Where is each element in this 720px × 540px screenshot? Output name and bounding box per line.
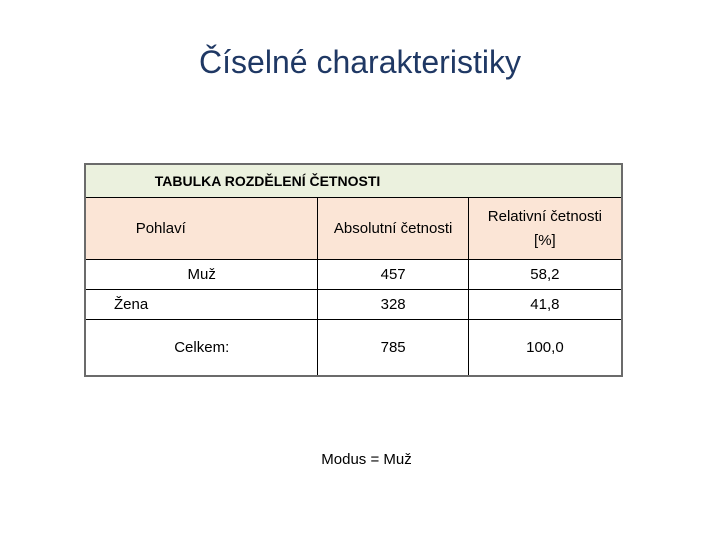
row-absolute: 457 bbox=[318, 260, 468, 290]
row-label: Žena bbox=[85, 290, 318, 320]
table-row bbox=[85, 320, 622, 377]
frequency-table bbox=[84, 163, 623, 377]
slide-title: Číselné charakteristiky bbox=[199, 44, 521, 80]
table-caption bbox=[85, 164, 622, 198]
table-caption-row bbox=[85, 164, 622, 198]
table-header-row bbox=[85, 198, 622, 260]
table-row bbox=[85, 260, 622, 290]
table-row bbox=[85, 290, 622, 320]
row-relative: 41,8 bbox=[468, 290, 622, 320]
row-relative: 58,2 bbox=[468, 260, 622, 290]
table-caption-text: TABULKA ROZDĚLENÍ ČETNOSTI bbox=[154, 173, 381, 189]
row-label: Celkem: bbox=[85, 320, 318, 377]
row-absolute: 328 bbox=[318, 290, 468, 320]
row-label: Muž bbox=[85, 260, 318, 290]
row-relative: 100,0 bbox=[468, 320, 622, 377]
header-relativni bbox=[468, 198, 622, 260]
header-absolutni: Absolutní četnosti bbox=[318, 198, 468, 260]
row-absolute: 785 bbox=[318, 320, 468, 377]
header-relativni-line2: [%] bbox=[534, 231, 556, 249]
header-pohlavi-text: Pohlaví bbox=[135, 219, 186, 237]
header-pohlavi bbox=[85, 198, 318, 260]
header-relativni-line1: Relativní četnosti bbox=[487, 207, 603, 225]
modus-note: Modus = Muž bbox=[321, 451, 412, 468]
